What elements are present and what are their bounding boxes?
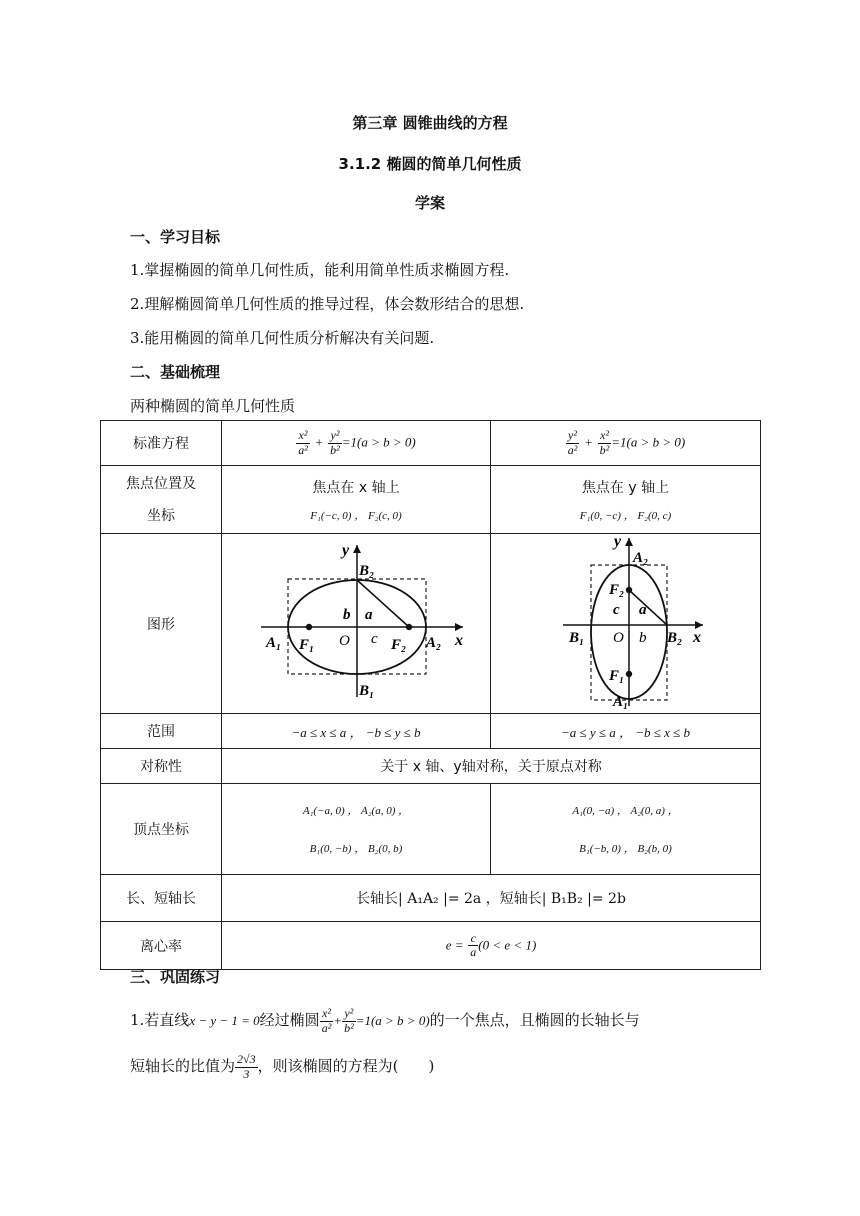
row-label-eccentricity: 离心率 <box>101 922 222 970</box>
focus-cell-y <box>491 466 761 534</box>
basics-intro: 两种椭圆的简单几何性质 <box>130 397 296 415</box>
goal-item-2: 2.理解椭圆简单几何性质的推导过程，体会数形结合的思想. <box>130 295 525 313</box>
fraction-x2-b2: $\frac{\text{x²}}{\text{b²}}$ <box>599 428 610 457</box>
goal-item-1: 1.掌握椭圆的简单几何性质，能利用简单性质求椭圆方程. <box>130 261 510 279</box>
symmetry-cell: 关于 x 轴、y轴对称，关于原点对称 <box>222 749 761 784</box>
vertices-b: B₁(0, −b) ， B₂(0, b) <box>309 843 403 855</box>
label-a: a <box>365 606 373 623</box>
row-label-figure: 图形 <box>101 534 222 714</box>
ellipse-condition: =1(a > b > 0) <box>355 1013 430 1028</box>
y-axis-arrow-icon <box>353 545 361 553</box>
fraction-y2-b2: $\frac{\text{y²}}{\text{b²}}$ <box>344 1006 354 1035</box>
label-c: c <box>371 630 378 647</box>
label-b: b <box>343 606 351 623</box>
row-label-equation: 标准方程 <box>101 421 222 466</box>
label-b2: B₂ <box>359 562 375 579</box>
goals-heading: 一、学习目标 <box>130 228 221 246</box>
row-label-symmetry: 对称性 <box>101 749 222 784</box>
vertices-cell-y <box>491 784 761 875</box>
label-origin: O <box>612 630 624 646</box>
fraction-x2-a2: $\frac{\text{x²}}{\text{a²}}$ <box>298 428 308 457</box>
focus-point-f2 <box>625 587 631 593</box>
line-equation: x − y − 1 = 0 <box>189 1013 260 1028</box>
y-axis-arrow-icon <box>625 538 633 546</box>
fraction-y2-a2: $\frac{\text{y²}}{\text{a²}}$ <box>567 428 578 457</box>
figure-cell-x <box>222 534 491 714</box>
table-row-axes <box>101 875 761 922</box>
figure-cell-y <box>491 534 761 714</box>
focus-point-f1 <box>306 623 312 629</box>
label-b1: B₁ <box>359 682 375 699</box>
label-y: y <box>613 534 621 550</box>
table-row-vertices <box>101 784 761 875</box>
vertices-a: A₁(0, −a) ， A₂(0, a) ， <box>572 805 679 817</box>
focus-coords: F₁(0, −c) ， F₂(0, c) <box>579 509 672 522</box>
vertices-a: A₁(−a, 0) ， A₂(a, 0) ， <box>302 805 410 817</box>
focus-point-f1 <box>625 671 631 677</box>
focus-cell-x <box>222 466 491 534</box>
vertices-cell-x <box>222 784 491 875</box>
equation-cell-y: $\frac{\text{y²}}{\text{a²}}$ + $\frac{\text{x²}}{\text{b²}}$ =1(a > b > 0) <box>491 421 761 466</box>
label-b1: B₁ <box>568 630 584 646</box>
label-a1: A₁ <box>266 634 282 651</box>
vertical-ellipse-diagram <box>541 534 711 709</box>
x-axis-arrow-icon <box>455 623 463 631</box>
fraction-x2-a2: $\frac{\text{x²}}{\text{a²}}$ <box>321 1006 332 1035</box>
label-y: y <box>342 541 350 559</box>
ecc-suffix: (0 < e < 1) <box>478 937 537 953</box>
label-x: x <box>692 629 701 646</box>
chapter-title: 第三章 圆锥曲线的方程 <box>352 114 508 132</box>
focus-coords: F₁(−c, 0) ， F₂(c, 0) <box>310 509 402 522</box>
table-row-symmetry <box>101 749 761 784</box>
table-row-figure <box>101 534 761 714</box>
equation-cell-x: $\frac{\text{x²}}{\text{a²}}$ + $\frac{\text{y²}}{\text{b²}}$ =1(a > b > 0) <box>222 421 491 466</box>
row-label-range: 范围 <box>101 714 222 749</box>
label-f2: F₂ <box>391 636 407 653</box>
row-label-vertices: 顶点坐标 <box>101 784 222 875</box>
label-a2: A₂ <box>632 550 648 566</box>
table-row-range <box>101 714 761 749</box>
row-label-focus: 焦点位置及坐标 <box>101 466 222 534</box>
fraction-y2-b2: $\frac{\text{y²}}{\text{b²}}$ <box>330 428 340 457</box>
eccentricity-cell <box>222 922 761 970</box>
label-b2: B₂ <box>666 630 682 646</box>
focus-text: 焦点在 x 轴上 <box>312 479 400 496</box>
question-1-line-1: 1.若直线x − y − 1 = 0经过椭圆 $\frac{\text{x²}}{\text{a²}}$ + $\frac{\text{y²}}{\text{b²}}$ =1(a > b > 0)的一个焦点，且椭圆的长轴长与 <box>130 1006 640 1035</box>
ecc-prefix: e = <box>445 937 464 953</box>
goal-item-3: 3.能用椭圆的简单几何性质分析解决有关问题. <box>130 329 435 347</box>
range-cell-y: −a ≤ y ≤ a ， −b ≤ x ≤ b <box>491 714 761 749</box>
label-b: b <box>638 630 646 646</box>
horizontal-ellipse-diagram <box>241 537 471 707</box>
range-cell-x: −a ≤ x ≤ a ， −b ≤ y ≤ b <box>222 714 491 749</box>
label-a1: A₁ <box>612 694 628 709</box>
basics-heading: 二、基础梳理 <box>130 363 221 381</box>
table-row-eccentricity <box>101 922 761 970</box>
axes-cell: 长轴长| A₁A₂ |= 2a ，短轴长| B₁B₂ |= 2b <box>222 875 761 922</box>
row-label-axes: 长、短轴长 <box>101 875 222 922</box>
fraction-c-a: $\frac{c}{a}$ <box>470 930 477 959</box>
label-f1: F₁ <box>299 636 315 653</box>
focus-text: 焦点在 y 轴上 <box>581 479 670 496</box>
vertices-b: B₁(−b, 0) ， B₂(b, 0) <box>579 843 672 855</box>
fraction-ratio: $\frac{2√3}{3}$ <box>237 1052 256 1081</box>
label-f2: F₂ <box>608 582 624 598</box>
label-a2: A₂ <box>426 634 442 651</box>
label-f1: F₁ <box>608 668 624 684</box>
table-row-focus <box>101 466 761 534</box>
section-title: 3.1.2 椭圆的简单几何性质 <box>338 155 522 173</box>
x-axis-arrow-icon <box>695 621 703 629</box>
label-a: a <box>638 602 646 618</box>
table-row-equation <box>101 421 761 466</box>
doc-type-title: 学案 <box>414 194 445 212</box>
question-1-line-2: 短轴长的比值为 $\frac{2√3}{3}$ ，则该椭圆的方程为( ) <box>130 1052 435 1081</box>
label-c: c <box>612 602 620 618</box>
equation-condition: =1(a > b > 0) <box>341 435 416 450</box>
label-x: x <box>455 631 463 649</box>
equation-condition: =1(a > b > 0) <box>611 435 686 450</box>
practice-heading: 三、巩固练习 <box>130 968 221 986</box>
label-origin: O <box>339 632 350 649</box>
focus-point-f2 <box>406 623 412 629</box>
ellipse-properties-table <box>100 420 761 970</box>
